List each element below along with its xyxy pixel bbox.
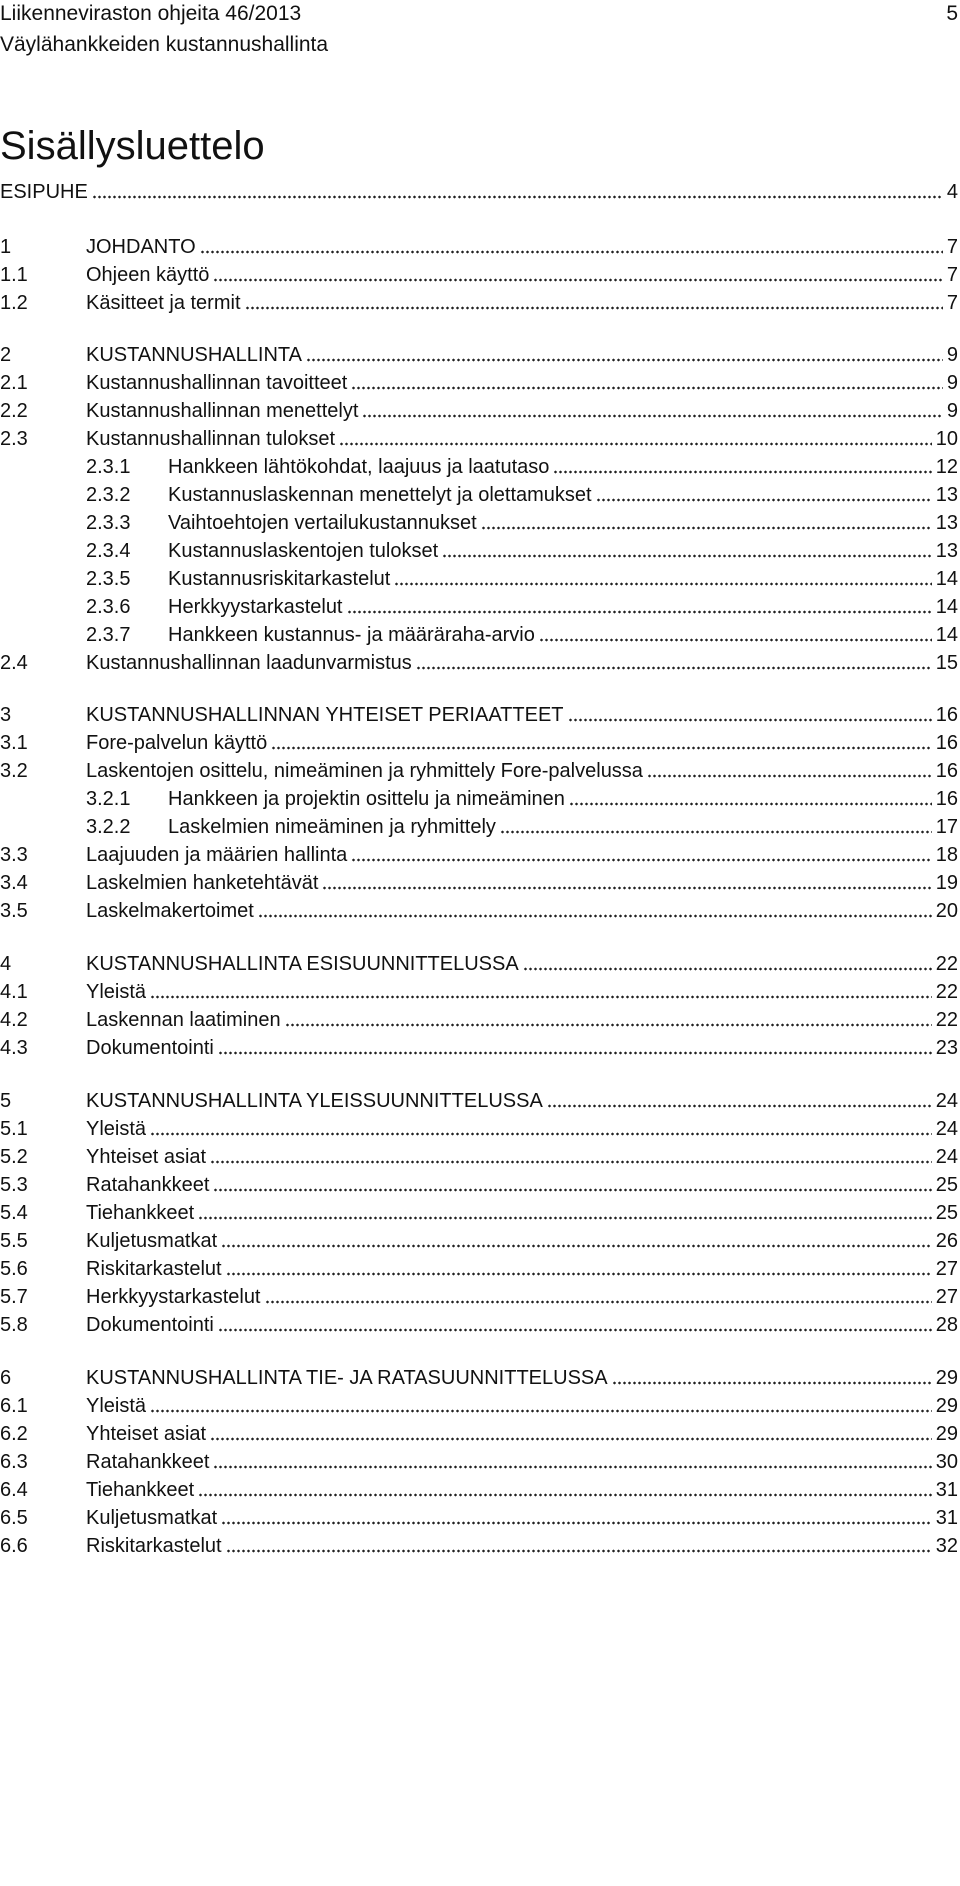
dot-leader	[442, 553, 932, 559]
dot-leader	[322, 885, 931, 891]
toc-entry-title: Kustannushallinnan menettelyt	[86, 400, 359, 422]
toc-entry-number: 2	[0, 344, 12, 366]
toc-entry-page: 25	[935, 1174, 958, 1196]
toc-entry-title: Hankkeen kustannus- ja määräraha-arvio	[168, 624, 535, 646]
toc-entry-number: 3	[0, 704, 12, 726]
toc-entry-page: 9	[946, 372, 958, 394]
toc-entry-number: 6.5	[0, 1507, 28, 1529]
toc-entry-page: 19	[935, 872, 958, 894]
toc-entry-title: Hankkeen lähtökohdat, laajuus ja laatutaso	[168, 456, 550, 478]
toc-entry-number: 5.4	[0, 1202, 28, 1224]
toc-entry-page: 27	[935, 1258, 958, 1280]
toc-entry-title: KUSTANNUSHALLINTA	[86, 344, 302, 366]
dot-leader	[481, 525, 932, 531]
dot-leader	[265, 1299, 932, 1305]
toc-entry[interactable]	[0, 701, 958, 729]
toc-entry-title: Kustannusriskitarkastelut	[168, 568, 391, 590]
toc-entry-title: Laskelmakertoimet	[86, 900, 254, 922]
toc-entry-number: 2.2	[0, 400, 28, 422]
toc-entry-page: 9	[946, 344, 958, 366]
dot-leader	[612, 1380, 932, 1386]
dot-leader	[221, 1520, 932, 1526]
dot-leader	[285, 1022, 932, 1028]
toc-entry-page: 13	[935, 512, 958, 534]
toc-entry[interactable]	[0, 1311, 958, 1339]
dot-leader	[416, 665, 932, 671]
toc-entry[interactable]	[86, 453, 958, 481]
toc-entry-title: JOHDANTO	[86, 236, 196, 258]
toc-entry-number: 5.7	[0, 1286, 28, 1308]
toc-entry[interactable]	[0, 950, 958, 978]
toc-entry[interactable]	[0, 1532, 958, 1560]
toc-entry[interactable]	[0, 1143, 958, 1171]
toc-entry-number: 2.3.6	[86, 596, 131, 618]
toc-entry-number: 4	[0, 953, 12, 975]
toc-entry-title: Hankkeen ja projektin osittelu ja nimeäminen	[168, 788, 565, 810]
toc-entry[interactable]	[0, 1364, 958, 1392]
toc-entry-number: 6.3	[0, 1451, 28, 1473]
toc-entry[interactable]	[86, 565, 958, 593]
toc-entry-title: Kustannuslaskentojen tulokset	[168, 540, 439, 562]
toc-entry[interactable]	[0, 1006, 958, 1034]
toc-entry-page: 29	[935, 1395, 958, 1417]
toc-entry-page: 32	[935, 1535, 958, 1557]
toc-entry-title: Herkkyystarkastelut	[168, 596, 343, 618]
toc-entry-title: Yleistä	[86, 981, 147, 1003]
toc-entry-title: Kustannushallinnan laadunvarmistus	[86, 652, 412, 674]
toc-entry[interactable]	[86, 537, 958, 565]
dot-leader	[245, 305, 943, 311]
toc-entry-number: 5.5	[0, 1230, 28, 1252]
dot-leader	[213, 277, 942, 283]
toc-entry-title: Laajuuden ja määrien hallinta	[86, 844, 348, 866]
publication-series: Liikenneviraston ohjeita 46/2013	[0, 2, 302, 25]
toc-entry-number: 6.4	[0, 1479, 28, 1501]
toc-entry[interactable]	[0, 1171, 958, 1199]
toc-entry-title: Kustannushallinnan tavoitteet	[86, 372, 348, 394]
dot-leader	[271, 745, 932, 751]
toc-entry-page: 14	[935, 568, 958, 590]
toc-entry[interactable]	[0, 1199, 958, 1227]
toc-entry-page: 10	[935, 428, 958, 450]
toc-entry-page: 14	[935, 624, 958, 646]
toc-entry[interactable]	[0, 289, 958, 317]
dot-leader	[351, 857, 931, 863]
dot-leader	[547, 1103, 932, 1109]
dot-leader	[198, 1492, 932, 1498]
dot-leader	[362, 413, 942, 419]
toc-entry-number: 3.2.2	[86, 816, 131, 838]
toc-entry-number: 5.8	[0, 1314, 28, 1336]
toc-entry[interactable]	[0, 1227, 958, 1255]
toc-entry-number: 5	[0, 1090, 12, 1112]
toc-entry-page: 30	[935, 1451, 958, 1473]
toc-entry[interactable]	[0, 261, 958, 289]
toc-entry[interactable]	[0, 178, 958, 206]
toc-entry-number: 3.2	[0, 760, 28, 782]
dot-leader	[226, 1271, 932, 1277]
toc-entry-page: 9	[946, 400, 958, 422]
toc-entry-number: 5.3	[0, 1174, 28, 1196]
toc-entry-number: 2.3	[0, 428, 28, 450]
toc-entry-page: 24	[935, 1146, 958, 1168]
toc-entry-page: 18	[935, 844, 958, 866]
toc-entry-title: Kustannuslaskennan menettelyt ja olettamukset	[168, 484, 592, 506]
toc-entry-title: Dokumentointi	[86, 1037, 214, 1059]
toc-entry[interactable]	[0, 369, 958, 397]
toc-entry-number: 3.3	[0, 844, 28, 866]
toc-entry[interactable]	[0, 869, 958, 897]
toc-entry-title: Laskelmien hanketehtävät	[86, 872, 319, 894]
toc-entry-page: 17	[935, 816, 958, 838]
toc-entry[interactable]	[0, 1420, 958, 1448]
toc-entry-number: 2.3.2	[86, 484, 131, 506]
toc-entry-title: Fore-palvelun käyttö	[86, 732, 268, 754]
toc-entry-number: 4.1	[0, 981, 28, 1003]
toc-entry-title: Yleistä	[86, 1118, 147, 1140]
dot-leader	[500, 829, 932, 835]
toc-entry-title: Ohjeen käyttö	[86, 264, 210, 286]
toc-entry-title: ESIPUHE	[0, 181, 88, 203]
toc-entry-page: 20	[935, 900, 958, 922]
toc-entry-number: 1.2	[0, 292, 28, 314]
toc-entry-title: Kustannushallinnan tulokset	[86, 428, 336, 450]
toc-entry-number: 6.1	[0, 1395, 28, 1417]
toc-entry-title: Yhteiset asiat	[86, 1146, 207, 1168]
dot-leader	[539, 637, 932, 643]
dot-leader	[92, 194, 943, 200]
toc-entry-title: Dokumentointi	[86, 1314, 214, 1336]
toc-entry[interactable]	[0, 1476, 958, 1504]
toc-entry-title: Tiehankkeet	[86, 1479, 195, 1501]
toc-entry-page: 22	[935, 1009, 958, 1031]
dot-leader	[213, 1187, 931, 1193]
toc-entry[interactable]	[0, 757, 958, 785]
toc-entry-title: Laskentojen osittelu, nimeäminen ja ryhmittely Fore-palvelussa	[86, 760, 643, 782]
toc-entry-title: Laskelmien nimeäminen ja ryhmittely	[168, 816, 496, 838]
toc-entry-title: Kuljetusmatkat	[86, 1507, 218, 1529]
toc-entry-page: 15	[935, 652, 958, 674]
toc-entry-number: 3.4	[0, 872, 28, 894]
toc-entry[interactable]	[0, 1255, 958, 1283]
toc-entry-title: KUSTANNUSHALLINTA YLEISSUUNNITTELUSSA	[86, 1090, 543, 1112]
toc-entry-page: 31	[935, 1479, 958, 1501]
toc-entry-page: 31	[935, 1507, 958, 1529]
toc-entry[interactable]	[0, 397, 958, 425]
toc-entry[interactable]	[0, 978, 958, 1006]
dot-leader	[150, 1131, 932, 1137]
toc-entry[interactable]	[0, 1392, 958, 1420]
toc-entry-title: Tiehankkeet	[86, 1202, 195, 1224]
toc-entry-page: 26	[935, 1230, 958, 1252]
toc-entry-title: Ratahankkeet	[86, 1174, 210, 1196]
toc-entry-title: Herkkyystarkastelut	[86, 1286, 261, 1308]
toc-entry-number: 4.3	[0, 1037, 28, 1059]
toc-entry-number: 3.1	[0, 732, 28, 754]
toc-entry-number: 2.4	[0, 652, 28, 674]
toc-entry-page: 23	[935, 1037, 958, 1059]
toc-entry-number: 2.3.7	[86, 624, 131, 646]
dot-leader	[150, 994, 932, 1000]
toc-entry[interactable]	[0, 1448, 958, 1476]
toc-entry-page: 13	[935, 540, 958, 562]
toc-entry[interactable]	[86, 509, 958, 537]
dot-leader	[210, 1436, 932, 1442]
dot-leader	[596, 497, 932, 503]
page-title: Sisällysluettelo	[0, 124, 265, 168]
toc-entry-page: 7	[946, 292, 958, 314]
dot-leader	[226, 1548, 932, 1554]
toc-entry[interactable]	[0, 1504, 958, 1532]
dot-leader	[198, 1215, 932, 1221]
toc-entry-page: 22	[935, 981, 958, 1003]
dot-leader	[553, 469, 931, 475]
toc-entry[interactable]	[86, 813, 958, 841]
publication-title: Väylähankkeiden kustannushallinta	[0, 33, 329, 56]
toc-entry-number: 2.3.5	[86, 568, 131, 590]
toc-entry-page: 16	[935, 760, 958, 782]
toc-entry-title: Vaihtoehtojen vertailukustannukset	[168, 512, 477, 534]
toc-entry-number: 5.6	[0, 1258, 28, 1280]
toc-entry-title: Ratahankkeet	[86, 1451, 210, 1473]
toc-entry-title: KUSTANNUSHALLINTA TIE- JA RATASUUNNITTELUSSA	[86, 1367, 608, 1389]
toc-entry-page: 29	[935, 1423, 958, 1445]
toc-entry-page: 16	[935, 704, 958, 726]
toc-entry[interactable]	[0, 897, 958, 925]
toc-entry-page: 24	[935, 1090, 958, 1112]
toc-entry[interactable]	[0, 341, 958, 369]
dot-leader	[568, 717, 932, 723]
dot-leader	[213, 1464, 931, 1470]
dot-leader	[394, 581, 931, 587]
toc-entry[interactable]	[86, 593, 958, 621]
toc-entry-title: Riskitarkastelut	[86, 1535, 222, 1557]
toc-entry-page: 7	[946, 236, 958, 258]
toc-entry-number: 2.3.4	[86, 540, 131, 562]
toc-entry-page: 25	[935, 1202, 958, 1224]
toc-entry-number: 5.2	[0, 1146, 28, 1168]
toc-entry[interactable]	[0, 233, 958, 261]
toc-entry-number: 1	[0, 236, 12, 258]
toc-entry-number: 6.6	[0, 1535, 28, 1557]
toc-entry-title: Laskennan laatiminen	[86, 1009, 281, 1031]
toc-entry-title: KUSTANNUSHALLINNAN YHTEISET PERIAATTEET	[86, 704, 564, 726]
toc-entry[interactable]	[0, 649, 958, 677]
dot-leader	[339, 441, 932, 447]
dot-leader	[647, 773, 932, 779]
toc-entry[interactable]	[0, 1034, 958, 1062]
toc-entry-title: Kuljetusmatkat	[86, 1230, 218, 1252]
dot-leader	[218, 1327, 932, 1333]
toc-entry-number: 5.1	[0, 1118, 28, 1140]
dot-leader	[221, 1243, 932, 1249]
dot-leader	[306, 357, 943, 363]
toc-entry-number: 6.2	[0, 1423, 28, 1445]
toc-entry-page: 22	[935, 953, 958, 975]
dot-leader	[210, 1159, 932, 1165]
toc-entry[interactable]	[0, 729, 958, 757]
dot-leader	[200, 249, 943, 255]
toc-entry[interactable]	[86, 621, 958, 649]
toc-entry-page: 29	[935, 1367, 958, 1389]
toc-entry-number: 3.5	[0, 900, 28, 922]
toc-entry[interactable]	[0, 1115, 958, 1143]
toc-entry-page: 27	[935, 1286, 958, 1308]
toc-entry-page: 16	[935, 788, 958, 810]
toc-entry-number: 1.1	[0, 264, 28, 286]
toc-entry-page: 7	[946, 264, 958, 286]
toc-entry[interactable]	[0, 1087, 958, 1115]
dot-leader	[150, 1408, 932, 1414]
toc-entry-page: 13	[935, 484, 958, 506]
toc-entry[interactable]	[0, 841, 958, 869]
toc-entry-number: 6	[0, 1367, 12, 1389]
dot-leader	[351, 385, 943, 391]
toc-entry[interactable]	[86, 481, 958, 509]
toc-entry-title: KUSTANNUSHALLINTA ESISUUNNITTELUSSA	[86, 953, 519, 975]
toc-entry-page: 12	[935, 456, 958, 478]
toc-entry-title: Käsitteet ja termit	[86, 292, 241, 314]
toc-entry-number: 2.1	[0, 372, 28, 394]
toc-entry-title: Yleistä	[86, 1395, 147, 1417]
toc-entry-page: 16	[935, 732, 958, 754]
toc-entry-page: 24	[935, 1118, 958, 1140]
toc-entry-number: 2.3.1	[86, 456, 131, 478]
toc-entry-number: 3.2.1	[86, 788, 131, 810]
toc-entry[interactable]	[0, 425, 958, 453]
dot-leader	[569, 801, 932, 807]
toc-entry[interactable]	[0, 1283, 958, 1311]
toc-entry-number: 2.3.3	[86, 512, 131, 534]
dot-leader	[523, 966, 932, 972]
dot-leader	[218, 1050, 932, 1056]
toc-entry-number: 4.2	[0, 1009, 28, 1031]
toc-entry-title: Riskitarkastelut	[86, 1258, 222, 1280]
toc-entry-page: 4	[946, 181, 958, 203]
toc-entry-title: Yhteiset asiat	[86, 1423, 207, 1445]
page-number: 5	[946, 2, 958, 25]
toc-entry-page: 14	[935, 596, 958, 618]
dot-leader	[258, 913, 932, 919]
dot-leader	[347, 609, 932, 615]
toc-entry[interactable]	[86, 785, 958, 813]
toc-entry-page: 28	[935, 1314, 958, 1336]
